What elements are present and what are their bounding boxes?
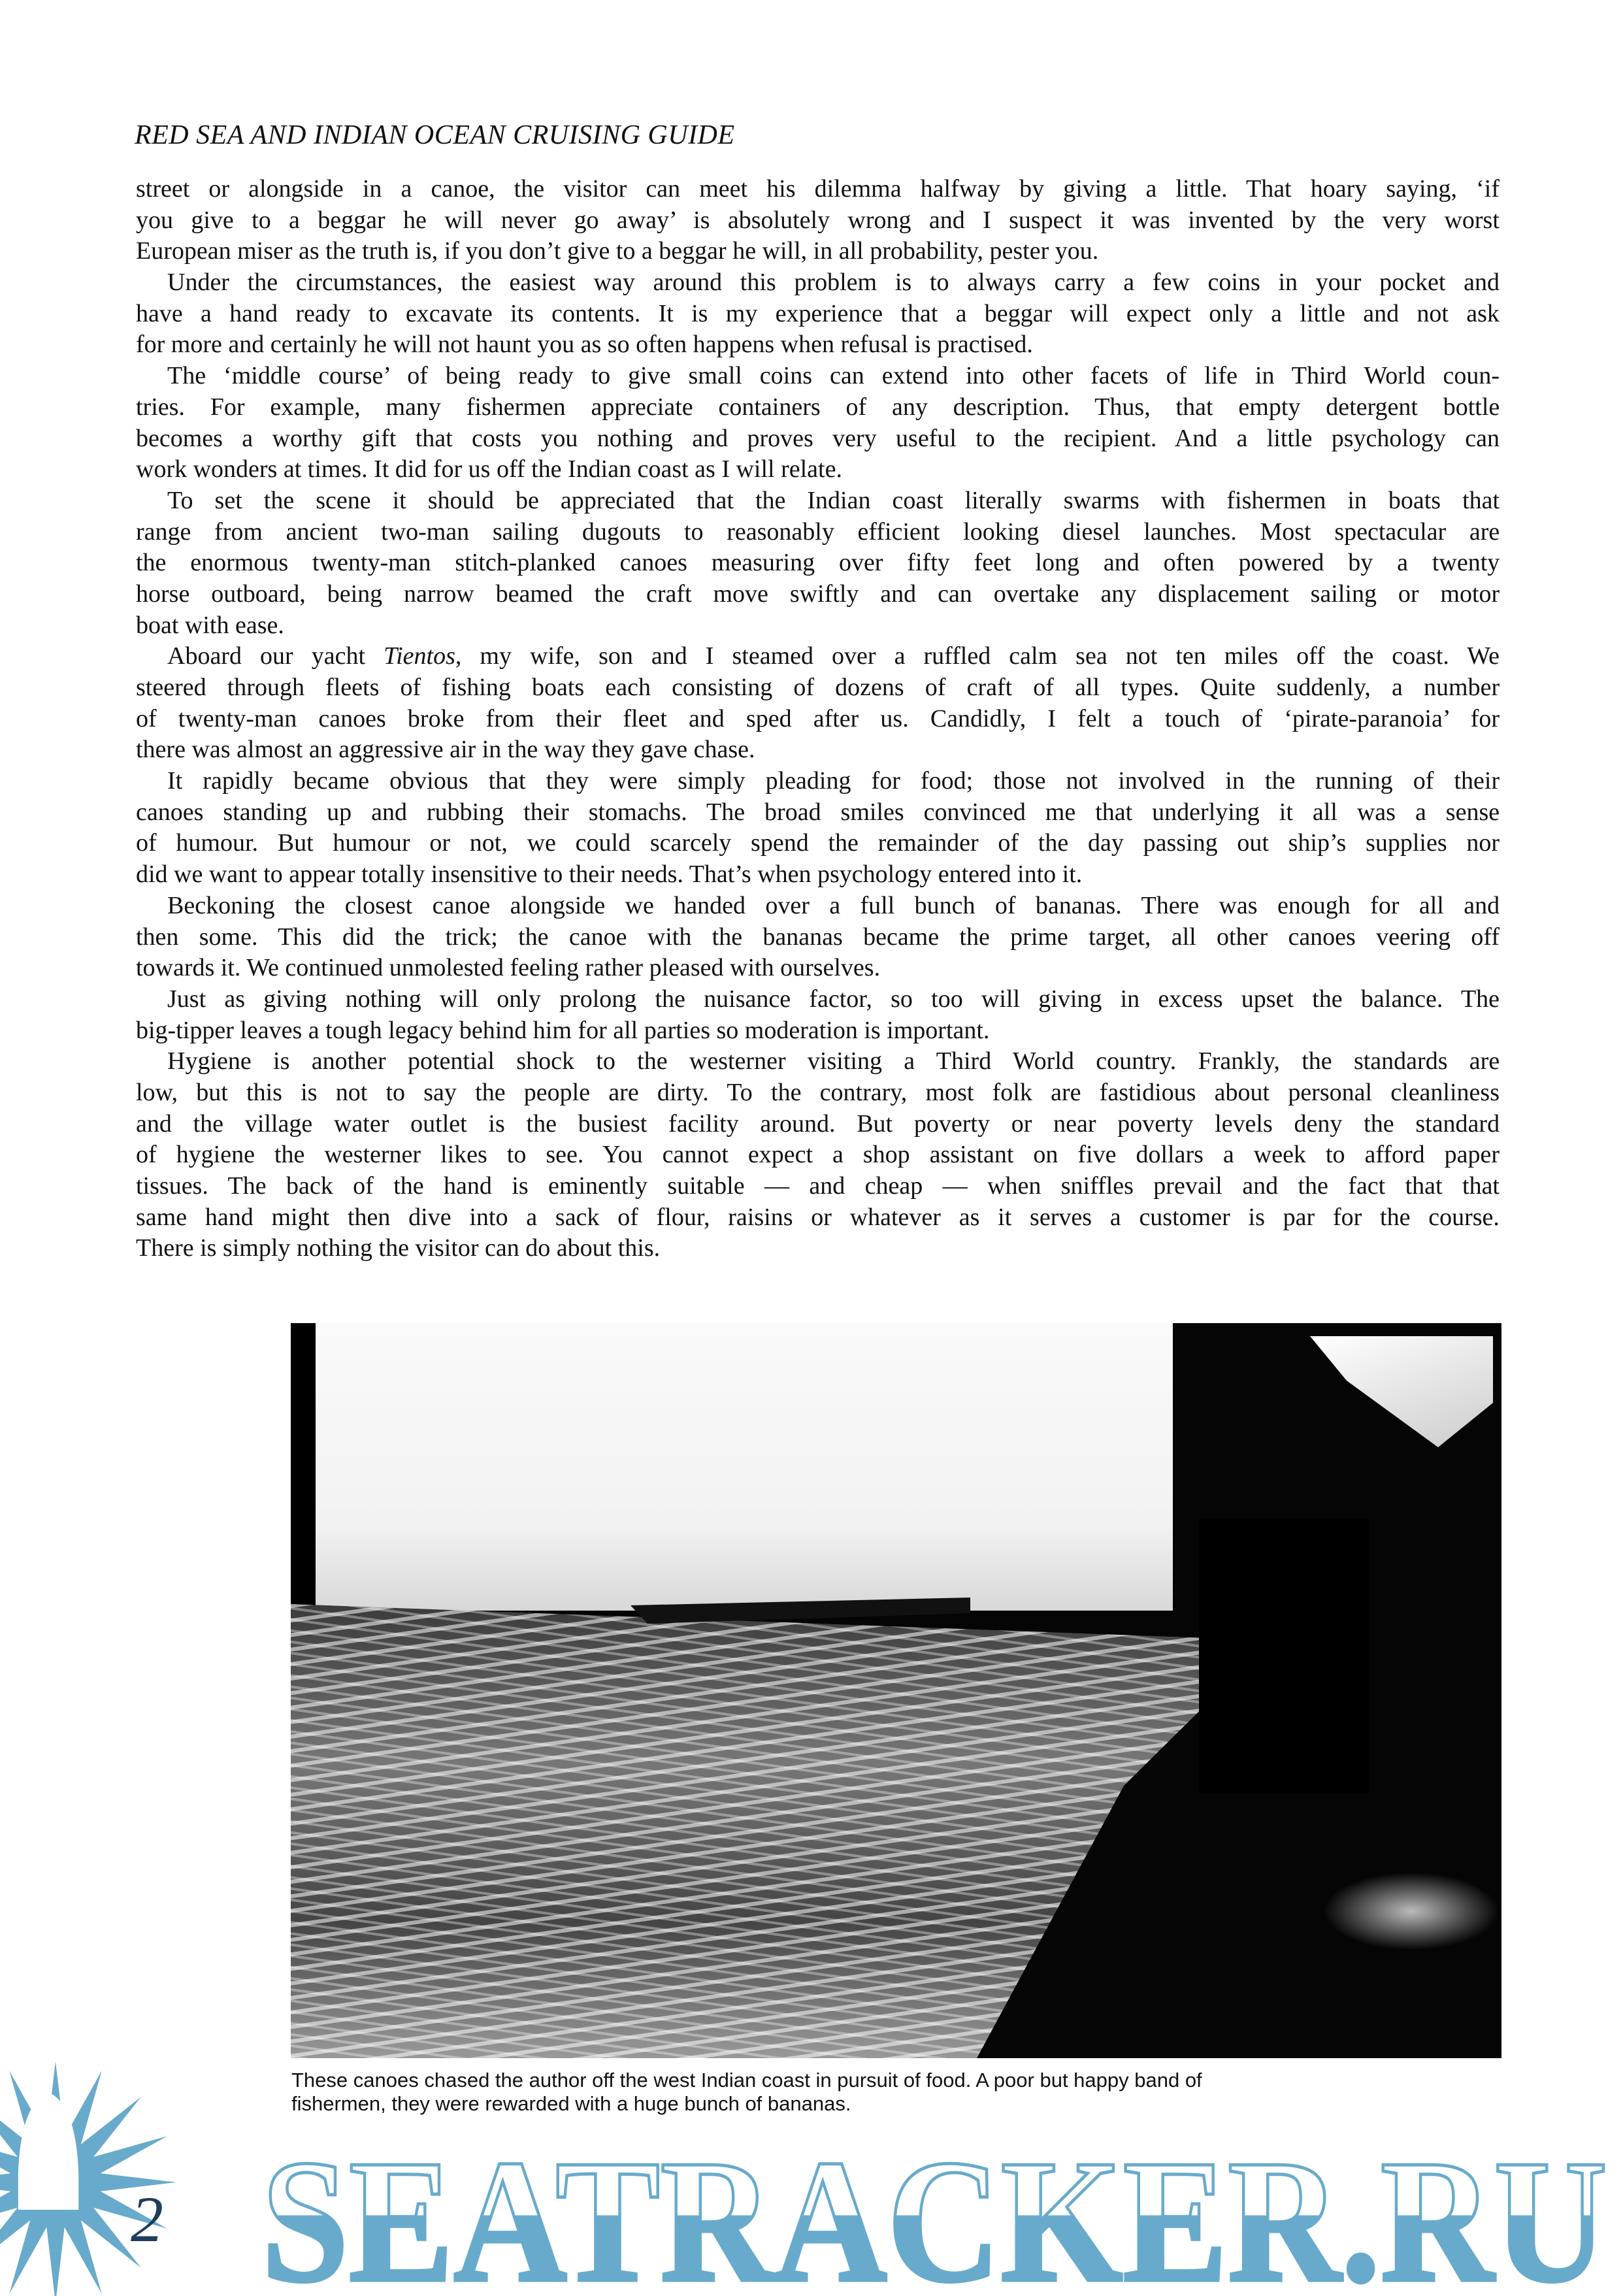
text-line bbox=[136, 1109, 1500, 1140]
text-line-content: European miser as the truth is, if you don’t give to a beggar he will, in all probability, pester you. bbox=[136, 237, 1099, 265]
text-line bbox=[136, 610, 1500, 642]
text-line-content bbox=[167, 642, 1500, 670]
text-line bbox=[136, 423, 1500, 455]
text-line-content: of humour. But humour or not, we could scarcely spend the remainder of the day passing out ship’s supplies nor bbox=[136, 829, 1500, 857]
text-line-content: and the village water outlet is the busiest facility around. But poverty or near poverty levels deny the standard bbox=[136, 1109, 1500, 1138]
text-line bbox=[136, 672, 1500, 704]
text-line-content: for more and certainly he will not haunt you as so often happens when refusal is practised. bbox=[136, 331, 1033, 359]
text-line-content: same hand might then dive into a sack of flour, raisins or whatever as it serves a customer is par for the course. bbox=[136, 1203, 1500, 1231]
text-line-content: range from ancient two-man sailing dugouts to reasonably efficient looking diesel launches. Most spectacular are bbox=[136, 517, 1500, 546]
text-line-content: The ‘middle course’ of being ready to give small coins can extend into other facets of life in Third World coun- bbox=[167, 362, 1500, 390]
caption-line: These canoes chased the author off the west Indian coast in pursuit of food. A poor but happy band of bbox=[291, 2069, 1202, 2091]
text-line bbox=[136, 517, 1500, 548]
text-line bbox=[136, 1140, 1500, 1171]
text-line bbox=[136, 859, 1500, 891]
text-line-content: towards it. We continued unmolested feeling rather pleased with ourselves. bbox=[136, 954, 881, 982]
text-line-content: To set the scene it should be appreciated that the Indian coast literally swarms with fishermen in boats that bbox=[167, 486, 1500, 514]
watermark bbox=[0, 2058, 1623, 2296]
text-line-content: of twenty-man canoes broke from their fleet and sped after us. Candidly, I felt a touch of ‘pirate-paranoia’ for bbox=[136, 704, 1500, 732]
text-line bbox=[136, 361, 1500, 392]
text-line-content: Beckoning the closest canoe alongside we handed over a full bunch of bananas. There was enough for all and bbox=[167, 891, 1500, 919]
text-line-content: you give to a beggar he will never go away’ is absolutely wrong and I suspect it was invented by the very worst bbox=[136, 206, 1500, 234]
text-line-content: It rapidly became obvious that they were simply pleading for food; those not involved in the running of their bbox=[167, 767, 1500, 795]
text-line bbox=[136, 267, 1500, 299]
text-line bbox=[136, 766, 1500, 797]
text-line bbox=[136, 891, 1500, 922]
text-line-content: tries. For example, many fishermen appreciate containers of any description. Thus, that empty detergent bottle bbox=[136, 393, 1500, 421]
text-line-content: There is simply nothing the visitor can do about this. bbox=[136, 1234, 661, 1262]
text-line bbox=[136, 454, 1500, 485]
text-line bbox=[136, 1046, 1500, 1077]
text-line-content: there was almost an aggressive air in the way they gave chase. bbox=[136, 736, 755, 764]
text-line-content: steered through fleets of fishing boats each consisting of dozens of craft of all types. Quite suddenly, a number bbox=[136, 674, 1500, 701]
text-line-content: then some. This did the trick; the canoe with the bananas became the prime target, all other canoes veering off bbox=[136, 923, 1500, 951]
text-line-content: canoes standing up and rubbing their stomachs. The broad smiles convinced me that underlying it all was a sense bbox=[136, 798, 1500, 826]
text-line bbox=[136, 579, 1500, 610]
body-text bbox=[136, 174, 1500, 1264]
photo-spray bbox=[1323, 1872, 1500, 1950]
text-line-content: have a hand ready to excavate its contents. It is my experience that a beggar will expect only a little and not ask bbox=[136, 299, 1500, 327]
text-line bbox=[136, 797, 1500, 828]
photo-hand bbox=[1310, 1336, 1493, 1447]
photo-sky bbox=[304, 1323, 1173, 1611]
text-line bbox=[136, 922, 1500, 953]
text-line bbox=[136, 734, 1500, 766]
text-line bbox=[136, 236, 1500, 267]
text-line bbox=[136, 828, 1500, 859]
text-span: Aboard our yacht bbox=[167, 642, 384, 670]
text-line-content: big-tipper leaves a tough legacy behind him for all parties so moderation is important. bbox=[136, 1016, 990, 1044]
running-header: RED SEA AND INDIAN OCEAN CRUISING GUIDE bbox=[135, 120, 735, 150]
text-line bbox=[136, 205, 1500, 237]
photo-yacht-cabin bbox=[1199, 1519, 1369, 1794]
sun-logo-icon bbox=[0, 2061, 176, 2296]
text-line bbox=[136, 1202, 1500, 1234]
text-line bbox=[136, 641, 1500, 672]
text-line-content: horse outboard, being narrow beamed the craft move swiftly and can overtake any displacement sailing or motor bbox=[136, 580, 1500, 608]
text-line-content: boat with ease. bbox=[136, 611, 284, 639]
text-line-content: becomes a worthy gift that costs you nothing and proves very useful to the recipient. And a little psychology can bbox=[136, 424, 1500, 452]
text-line bbox=[136, 953, 1500, 984]
photo-sea bbox=[291, 1604, 1271, 2058]
text-span: , my wife, son and I steamed over a ruffled calm sea not ten miles off the coast. We bbox=[455, 642, 1500, 670]
text-line bbox=[136, 704, 1500, 735]
watermark-text: SEATRACKER.RU bbox=[261, 2124, 1607, 2296]
text-line-content: Hygiene is another potential shock to the westerner visiting a Third World country. Frankly, the standards are bbox=[167, 1047, 1500, 1075]
text-line-content: street or alongside in a canoe, the visitor can meet his dilemma halfway by giving a little. That hoary saying, ‘if bbox=[136, 175, 1500, 203]
text-line-content: did we want to appear totally insensitive to their needs. That’s when psychology entered into it. bbox=[136, 861, 1083, 889]
text-line bbox=[136, 1171, 1500, 1202]
text-line bbox=[136, 984, 1500, 1015]
yacht-name: Tientos bbox=[384, 642, 455, 670]
text-line-content: low, but this is not to say the people are dirty. To the contrary, most folk are fastidious about personal cleanliness bbox=[136, 1078, 1500, 1106]
text-line bbox=[136, 174, 1500, 205]
text-line bbox=[136, 1015, 1500, 1047]
photo-canoes-at-sea bbox=[291, 1323, 1501, 2058]
text-line-content: Just as giving nothing will only prolong the nuisance factor, so too will giving in excess upset the balance. The bbox=[167, 985, 1500, 1013]
text-line-content: tissues. The back of the hand is eminently suitable — and cheap — when sniffles prevail and the fact that that bbox=[136, 1172, 1500, 1200]
text-line bbox=[136, 329, 1500, 361]
text-line bbox=[136, 392, 1500, 423]
text-line bbox=[136, 1077, 1500, 1109]
text-line-content: work wonders at times. It did for us off the Indian coast as I will relate. bbox=[136, 455, 842, 484]
text-line bbox=[136, 299, 1500, 330]
text-line-content: the enormous twenty-man stitch-planked canoes measuring over fifty feet long and often powered by a twenty bbox=[136, 549, 1500, 577]
text-line bbox=[136, 485, 1500, 517]
text-line bbox=[136, 1233, 1500, 1264]
text-line-content: Under the circumstances, the easiest way around this problem is to always carry a few coins in your pocket and bbox=[167, 269, 1500, 297]
page-number: 2 bbox=[131, 2183, 163, 2255]
text-line-content: of hygiene the westerner likes to see. You cannot expect a shop assistant on five dollars a week to afford paper bbox=[136, 1141, 1500, 1169]
text-line bbox=[136, 548, 1500, 579]
caption-line: fishermen, they were rewarded with a huge bunch of bananas. bbox=[291, 2092, 851, 2115]
